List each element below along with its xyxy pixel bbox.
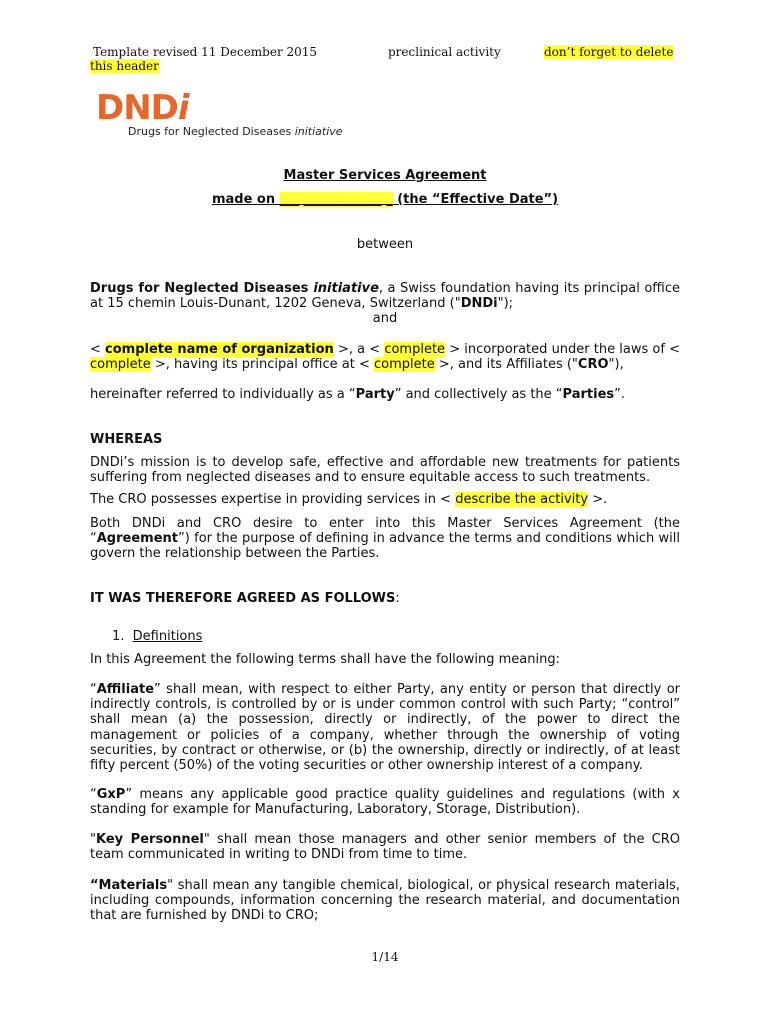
- logo-subtitle: Drugs for Neglected Diseases initiative: [128, 125, 343, 138]
- whereas-p3: Both DNDi and CRO desire to enter into this Master Services Agreement (the “Agreement”) for the purpose of defining in advance the terms and conditions which will govern the relationship between the Parties.: [90, 516, 680, 562]
- definition-materials: “Materials" shall mean any tangible chemical, biological, or physical research materials, including compounds, information concerning the research material, and documentation that are furnished by DNDi to CRO;: [90, 878, 680, 924]
- section-1-heading: 1. Definitions: [112, 629, 203, 644]
- party1-paragraph: Drugs for Neglected Diseases initiative, a Swiss foundation having its principal office at 15 chemin Louis-Dunant, 1202 Geneva, Switzerland ("DNDi");: [90, 281, 680, 312]
- header-reminder-line2: this header: [90, 59, 159, 73]
- definition-key-personnel: "Key Personnel" shall mean those managers and other senior members of the CRO team communicated in writing to DNDi from time to time.: [90, 832, 681, 863]
- section-1-intro: In this Agreement the following terms shall have the following meaning:: [90, 652, 560, 667]
- and-text: and: [372, 311, 398, 326]
- agreed-heading: IT WAS THEREFORE AGREED AS FOLLOWS:: [90, 591, 400, 606]
- whereas-p2: The CRO possesses expertise in providing services in < describe the activity >.: [90, 492, 608, 507]
- page-number: 1/14: [371, 950, 399, 964]
- agreement-date-line: made on ___ ____________ _ (the “Effective Date”): [211, 192, 559, 207]
- whereas-heading: WHEREAS: [90, 432, 163, 447]
- logo-wordmark: DNDi: [96, 88, 189, 128]
- hereinafter-paragraph: hereinafter referred to individually as a “Party” and collectively as the “Parties”.: [90, 387, 626, 402]
- party2-paragraph: < complete name of organization >, a < complete > incorporated under the laws of < complete >, having its principal office at < complete >, and its Affiliates ("CRO"),: [90, 342, 680, 373]
- header-reminder-line1: don’t forget to delete: [544, 45, 674, 59]
- org-name-placeholder: complete name of organization: [105, 342, 334, 357]
- definition-gxp: “GxP” means any applicable good practice quality guidelines and regulations (with x standing for example for Manufacturing, Laboratory, Storage, Distribution).: [90, 787, 680, 818]
- header-activity: preclinical activity: [388, 45, 501, 59]
- between-text: between: [356, 237, 414, 252]
- effective-date-blank: ___ ____________ _: [279, 192, 393, 207]
- header-template-revised: Template revised 11 December 2015: [93, 45, 318, 59]
- agreement-title: Master Services Agreement: [283, 168, 487, 183]
- definition-affiliate: “Affiliate” shall mean, with respect to either Party, any entity or person that directly or indirectly controls, is controlled by or is under common control with such Party; “control” shall mean (a) the possession, directly or indirectly, of the power to direct the management or policies of a company, whether through the ownership of voting securities, by contract or otherwise, or (b) the ownership, directly or indirectly, of at least fifty percent (50%) of the voting securities or other ownership interest of a company.: [90, 682, 680, 774]
- whereas-p1: DNDi’s mission is to develop safe, effective and affordable new treatments for patients suffering from neglected diseases and to ensure equitable access to such treatments.: [90, 455, 680, 486]
